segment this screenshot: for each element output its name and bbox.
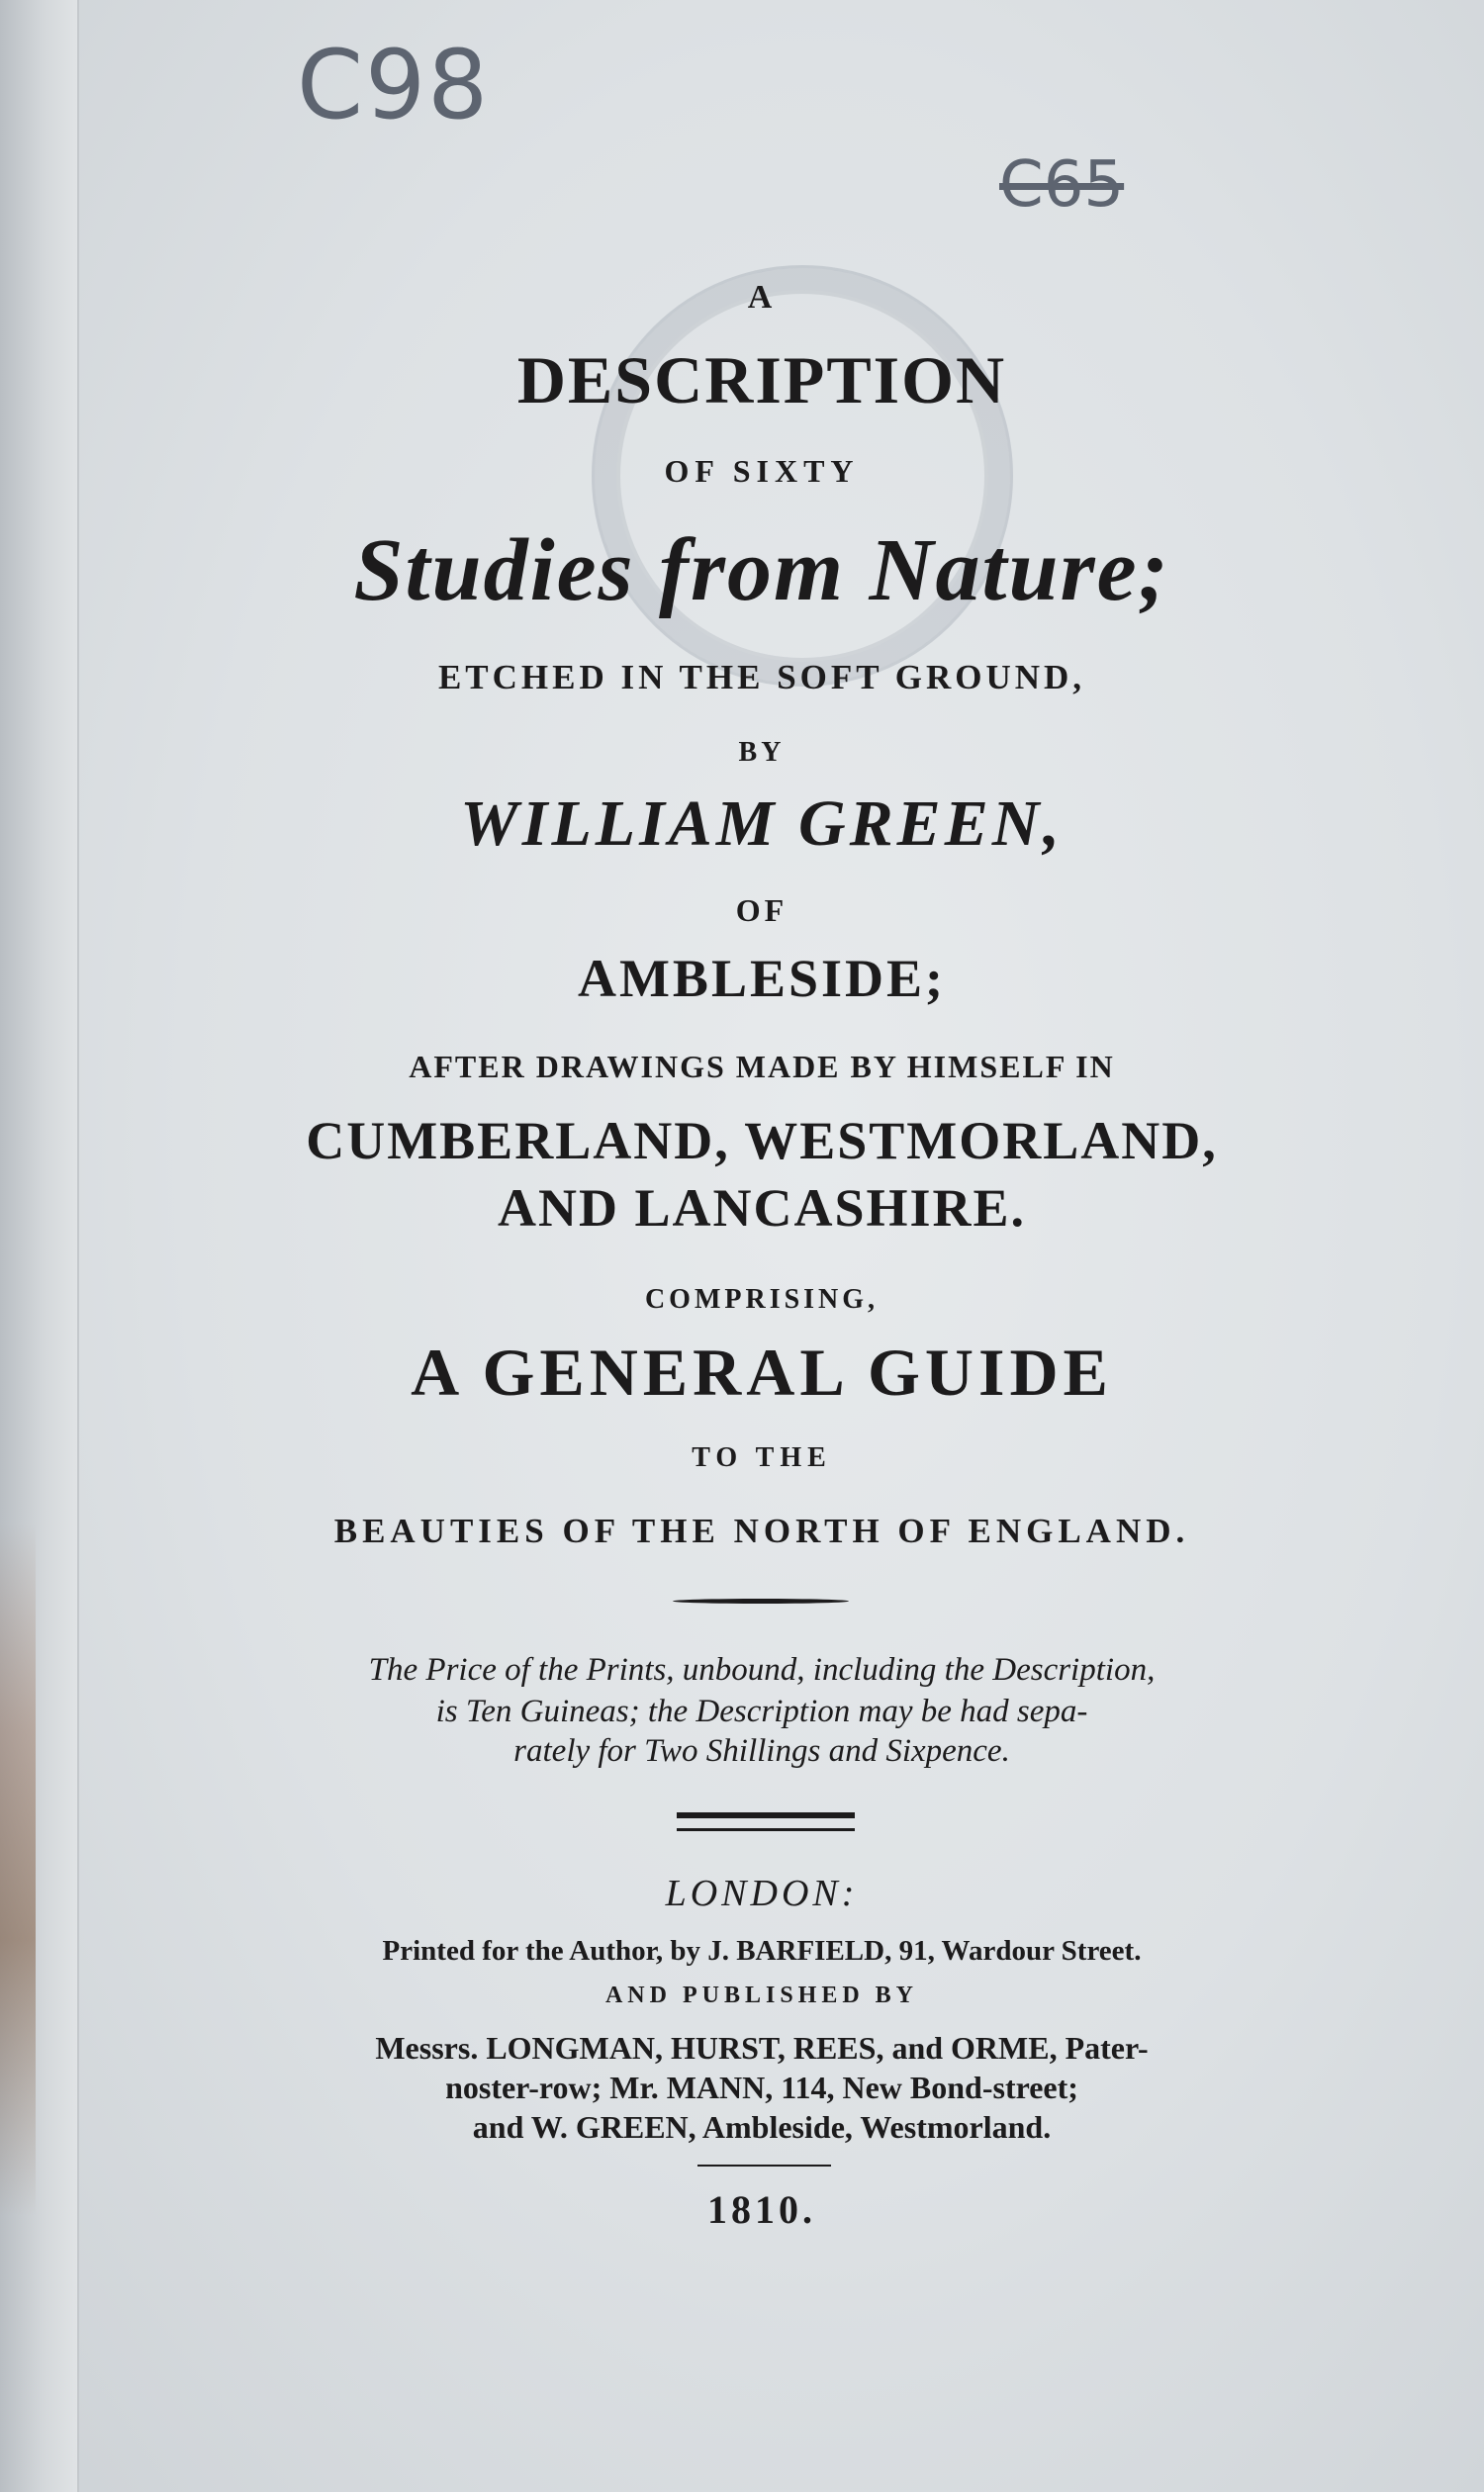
imprint-published-by: AND PUBLISHED BY xyxy=(604,1983,919,2008)
imprint-publishers-3: and W. GREEN, Ambleside, Westmorland. xyxy=(472,2109,1052,2145)
counties-line-2: AND LANCASHIRE. xyxy=(497,1178,1027,1238)
title-by: BY xyxy=(738,737,786,768)
imprint-publishers-1: Messrs. LONGMAN, HURST, REES, and ORME, Pater- xyxy=(375,2030,1149,2066)
title-article: A xyxy=(747,279,777,316)
shelfmark-annotation: C98 xyxy=(297,30,491,140)
author-place: AMBLESIDE; xyxy=(577,949,947,1008)
binding-stain xyxy=(0,1523,36,2216)
title-of: OF xyxy=(735,892,788,928)
price-line-3: rately for Two Shillings and Sixpence. xyxy=(513,1733,1010,1769)
title-comprising: COMPRISING, xyxy=(644,1284,880,1315)
struck-out-annotation: C65 xyxy=(999,148,1125,222)
double-rule-thick xyxy=(677,1812,855,1818)
title-studies: Studies from Nature; xyxy=(353,521,1170,619)
title-etched: ETCHED IN THE SOFT GROUND, xyxy=(437,658,1086,696)
price-line-1: The Price of the Prints, unbound, including the Description, xyxy=(368,1652,1156,1688)
title-after: AFTER DRAWINGS MADE BY HIMSELF IN xyxy=(409,1049,1115,1084)
imprint-city: LONDON: xyxy=(665,1873,859,1914)
imprint-publishers-2: noster-row; Mr. MANN, 114, New Bond-street; xyxy=(445,2070,1078,2105)
title-of-sixty: OF SIXTY xyxy=(664,453,860,489)
title-guide: A GENERAL GUIDE xyxy=(411,1335,1113,1410)
price-line-2: is Ten Guineas; the Description may be had sepa- xyxy=(435,1694,1088,1729)
imprint-rule xyxy=(697,2165,831,2167)
title-beauties: BEAUTIES OF THE NORTH OF ENGLAND. xyxy=(333,1512,1190,1550)
ornamental-rule xyxy=(673,1599,849,1604)
counties-line-1: CUMBERLAND, WESTMORLAND, xyxy=(306,1111,1218,1170)
author-name: WILLIAM GREEN, xyxy=(460,787,1064,860)
title-to-the: TO THE xyxy=(692,1442,832,1473)
imprint-year: 1810. xyxy=(707,2187,816,2232)
imprint-printer: Printed for the Author, by J. BARFIELD, 91, Wardour Street. xyxy=(382,1935,1142,1967)
double-rule-thin xyxy=(677,1828,855,1831)
title-main: DESCRIPTION xyxy=(516,342,1007,417)
